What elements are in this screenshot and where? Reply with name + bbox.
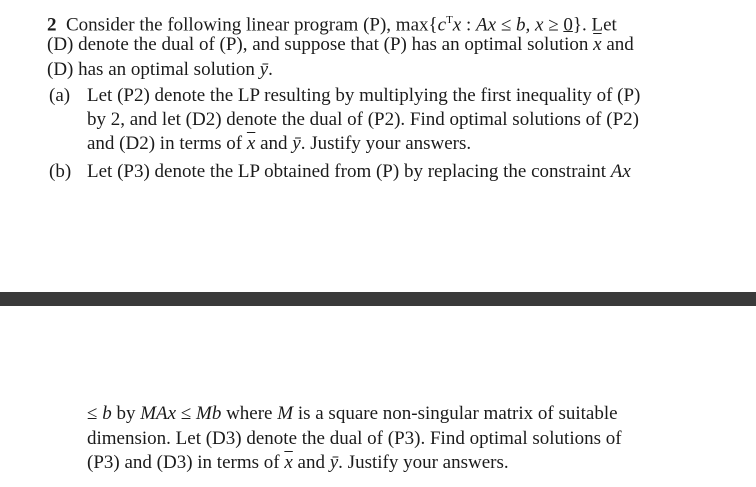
part-a-text-1: Let (P2) denote the LP resulting by multiplying the first inequality of (P) bbox=[87, 85, 641, 106]
intro-text-3-end: . bbox=[268, 59, 273, 80]
part-b-math-ax: Ax bbox=[610, 161, 631, 182]
intro-text-2: (D) denote the dual of (P), and suppose that (P) has an optimal solution bbox=[47, 34, 594, 55]
part-b-text-4: (P3) and (D3) in terms of bbox=[87, 452, 285, 473]
part-b-math-max: MAx bbox=[140, 403, 177, 424]
part-b-label: (b) bbox=[49, 161, 72, 182]
part-a-text-3-end: . Justify your answers. bbox=[300, 133, 472, 154]
part-a-ybar: ȳ bbox=[292, 133, 301, 154]
intro-text-3: (D) has an optimal solution bbox=[47, 59, 260, 80]
part-b-where: where bbox=[221, 403, 278, 424]
part-b-leq2: ≤ bbox=[176, 403, 196, 424]
part-a-line-2 bbox=[87, 108, 639, 132]
intro-text-1: Consider the following linear program (P), max{ bbox=[66, 14, 438, 36]
math-c: c bbox=[437, 14, 447, 36]
part-a-text-2: by 2, and let (D2) denote the dual of (P2). Find optimal solutions of (P2) bbox=[87, 109, 639, 130]
question-line-3 bbox=[47, 58, 273, 82]
part-b-text-4-mid: and bbox=[292, 452, 330, 473]
math-sep: : bbox=[461, 14, 477, 36]
part-b-text-2-end: is a square non-singular matrix of suitable bbox=[293, 403, 618, 424]
part-a-text-3-mid: and bbox=[255, 133, 293, 154]
part-b-xbar: $\overline{x}$ bbox=[284, 452, 293, 473]
part-b-leq: ≤ bbox=[87, 403, 103, 424]
part-b-math-mb: Mb bbox=[196, 403, 222, 424]
math-ybar: ȳ bbox=[259, 59, 269, 80]
part-b-math-m: M bbox=[277, 403, 294, 424]
math-x: x bbox=[452, 14, 462, 36]
part-a-label: (a) bbox=[49, 85, 71, 106]
part-b-math-b: b bbox=[102, 403, 112, 424]
part-b-text-3: dimension. Let (D3) denote the dual of (P3). Find optimal solutions of bbox=[87, 428, 622, 449]
part-b-line-4 bbox=[87, 451, 509, 475]
part-b-line-3 bbox=[87, 427, 622, 451]
math-constraint: Ax ≤ b, x ≥ bbox=[476, 14, 564, 36]
intro-text-end: }. Let bbox=[572, 14, 617, 36]
part-a-xbar: $\overline{x}$ bbox=[246, 133, 256, 154]
intro-text-2-end: and bbox=[601, 34, 634, 55]
part-b-ybar: ȳ bbox=[329, 452, 339, 473]
math-xbar: $\overline{x}$ bbox=[593, 34, 602, 55]
math-transpose: T bbox=[446, 14, 453, 26]
math-zero-vector: 0 bbox=[563, 14, 573, 36]
question-number: 2 bbox=[47, 14, 57, 36]
part-a-text-3: and (D2) in terms of bbox=[87, 133, 247, 154]
part-b-text-1: Let (P3) denote the LP obtained from (P) by replacing the constraint bbox=[87, 161, 611, 182]
part-a-line-3 bbox=[87, 132, 471, 156]
part-b-text-4-end: . Justify your answers. bbox=[338, 452, 509, 473]
part-b-line-2 bbox=[87, 402, 618, 426]
question-line-2 bbox=[47, 33, 634, 57]
part-b-by: by bbox=[111, 403, 141, 424]
part-b-line-1 bbox=[49, 160, 631, 184]
part-a-line-1 bbox=[49, 84, 640, 108]
page-break-divider bbox=[0, 292, 756, 306]
